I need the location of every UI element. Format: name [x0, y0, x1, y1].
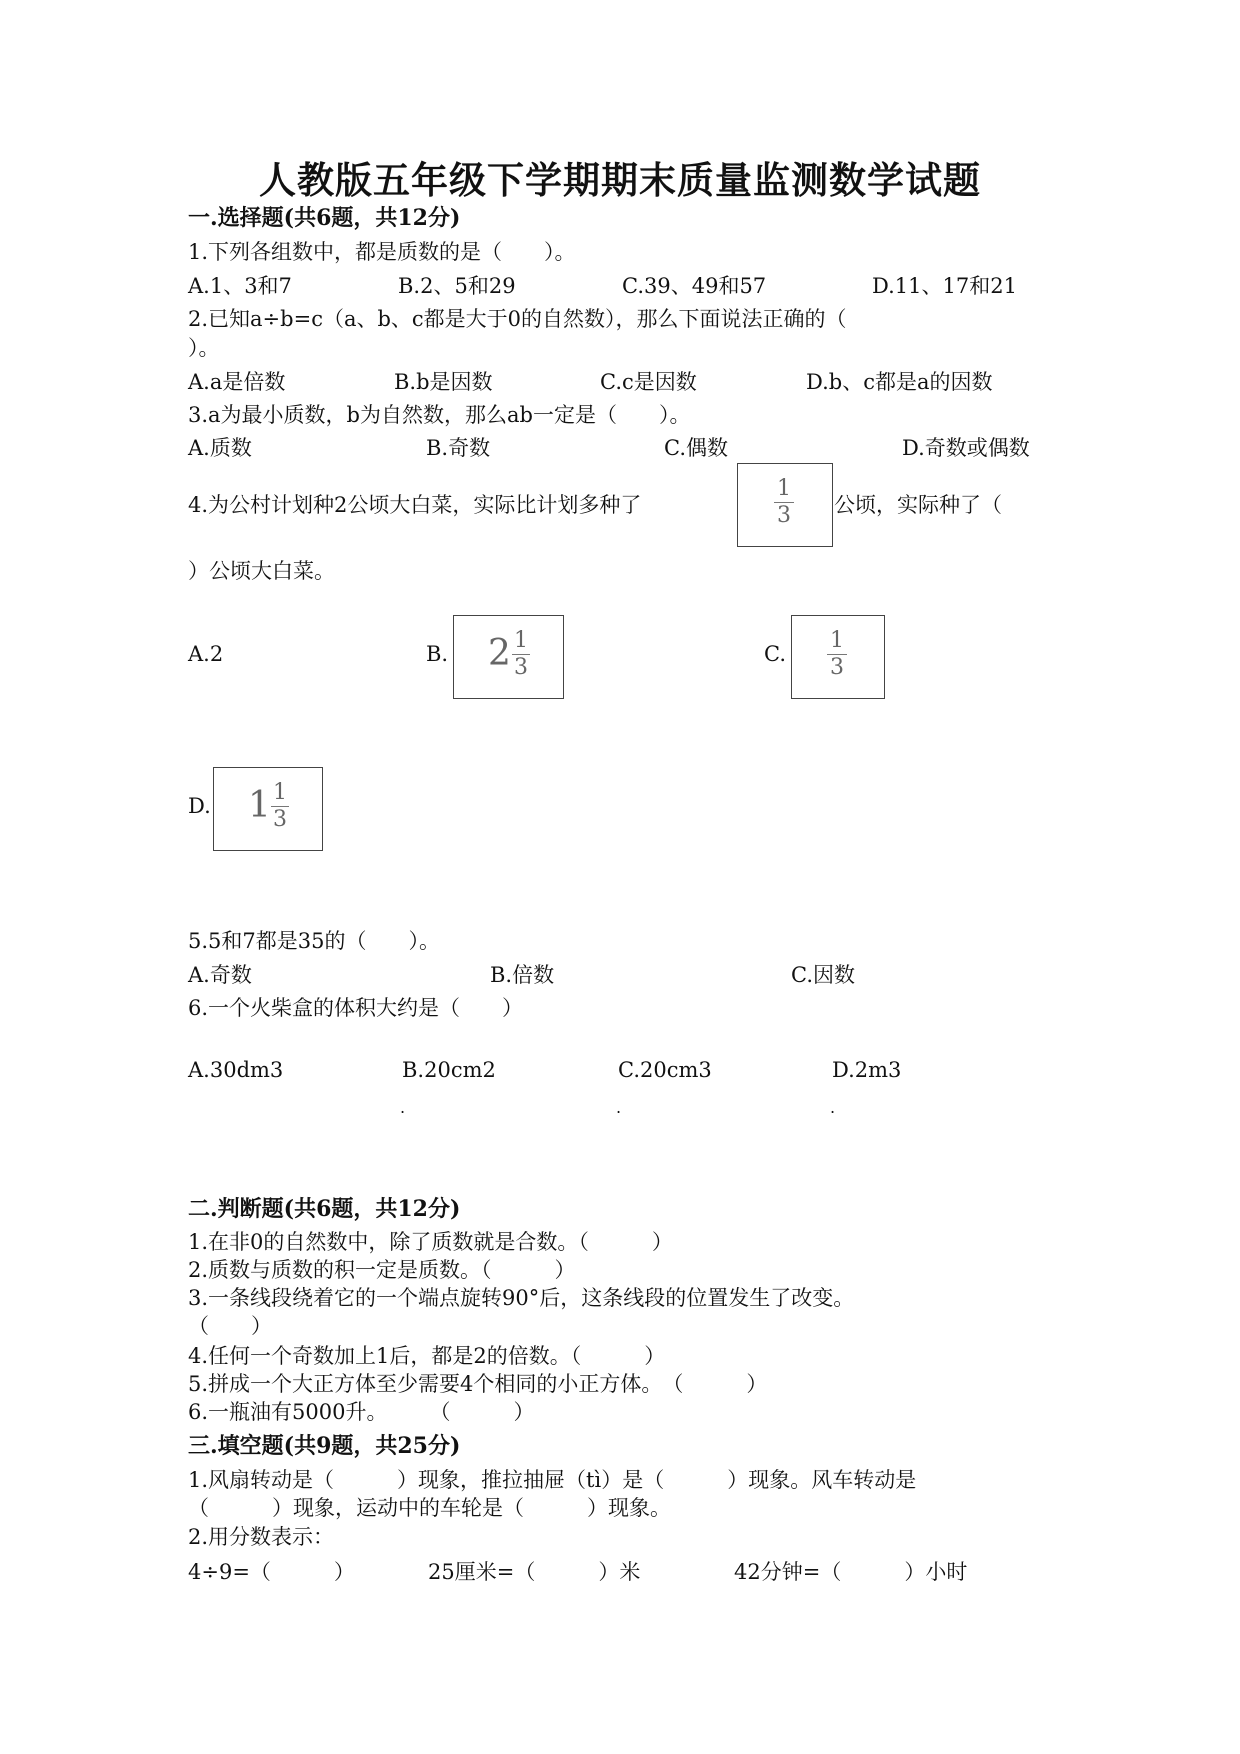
- question-2-line2: ）。: [188, 336, 220, 360]
- fill-q2-part-1: 4÷9=（ ）: [188, 1560, 355, 1584]
- judgement-item-4: 4.任何一个奇数加上1后，都是2的倍数。（ ）: [188, 1344, 666, 1368]
- q3-option-b: B.奇数: [426, 436, 491, 460]
- judgement-item-1: 1.在非0的自然数中，除了质数就是合数。（ ）: [188, 1230, 673, 1254]
- fill-question-1-line1: 1.风扇转动是（ ）现象，推拉抽屉（tì）是（ ）现象。风车转动是: [188, 1468, 917, 1492]
- judgement-item-2: 2.质数与质数的积一定是质数。（ ）: [188, 1258, 576, 1282]
- q5-option-b: B.倍数: [490, 963, 555, 987]
- q6-option-c: C.20cm3: [618, 1058, 712, 1082]
- q6-option-b: B.20cm2: [402, 1058, 496, 1082]
- q5-option-a: A.奇数: [188, 963, 252, 987]
- q4-option-b-whole: 2: [488, 633, 511, 674]
- fill-question-1-line2: （ ）现象，运动中的车轮是（ ）现象。: [188, 1496, 671, 1520]
- q4-option-d-image: [213, 767, 323, 851]
- judgement-item-3: 3.一条线段绕着它的一个端点旋转90°后，这条线段的位置发生了改变。: [188, 1286, 855, 1310]
- q1-option-c: C.39、49和57: [622, 274, 767, 298]
- q4-fraction-numerator: 1: [777, 476, 791, 501]
- q4-option-d-whole: 1: [248, 785, 271, 826]
- q4-option-d-label: D.: [188, 794, 211, 818]
- section-heading-choice: 一.选择题(共6题，共12分): [188, 205, 461, 231]
- question-1: 1.下列各组数中，都是质数的是（ ）。: [188, 240, 576, 264]
- q4-fraction-denominator: 3: [777, 503, 791, 528]
- fill-question-2: 2.用分数表示：: [188, 1525, 335, 1549]
- q4-option-b-image: [453, 615, 564, 699]
- q4-option-a: A.2: [188, 642, 224, 666]
- q4-option-c-image: [791, 615, 885, 699]
- q1-option-d: D.11、17和21: [872, 274, 1017, 298]
- q2-option-b: B.b是因数: [394, 370, 493, 394]
- question-6: 6.一个火柴盒的体积大约是（ ）: [188, 996, 524, 1020]
- question-5: 5.5和7都是35的（ ）。: [188, 929, 440, 953]
- q6-option-d: D.2m3: [832, 1058, 902, 1082]
- q3-option-d: D.奇数或偶数: [902, 436, 1030, 460]
- q4-option-b-label: B.: [426, 642, 449, 666]
- section-heading-judgement: 二.判断题(共6题，共12分): [188, 1196, 461, 1222]
- q3-option-c: C.偶数: [664, 436, 728, 460]
- q2-option-c: C.c是因数: [600, 370, 697, 394]
- judgement-item-6: 6.一瓶油有5000升。 （ ）: [188, 1400, 535, 1424]
- fill-q2-part-2: 25厘米=（ ）米: [428, 1560, 641, 1584]
- question-4-before: 4.为公村计划种2公顷大白菜，实际比计划多种了: [188, 493, 642, 517]
- q1-option-b: B.2、5和29: [398, 274, 516, 298]
- q3-option-a: A.质数: [188, 436, 252, 460]
- q6-dot-c: .: [616, 1098, 622, 1117]
- q4-option-b-denominator: 3: [514, 655, 528, 680]
- q4-option-d-denominator: 3: [273, 807, 287, 832]
- question-4-after: 公顷，实际种了（: [834, 493, 1002, 517]
- q5-option-c: C.因数: [791, 963, 855, 987]
- question-3: 3.a为最小质数，b为自然数，那么ab一定是（ ）。: [188, 403, 691, 427]
- q2-option-a: A.a是倍数: [188, 370, 286, 394]
- q6-dot-d: .: [830, 1098, 836, 1117]
- q4-fraction-image: [737, 463, 833, 547]
- q4-option-b-numerator: 1: [514, 628, 528, 653]
- q4-option-c-numerator: 1: [830, 628, 844, 653]
- q4-option-d-numerator: 1: [273, 780, 287, 805]
- q4-option-c-label: C.: [764, 642, 786, 666]
- q6-dot-b: .: [400, 1098, 406, 1117]
- page-title: 人教版五年级下学期期末质量监测数学试题: [259, 158, 981, 202]
- q1-option-a: A.1、3和7: [188, 274, 292, 298]
- question-2-line1: 2.已知a÷b=c（a、b、c都是大于0的自然数），那么下面说法正确的（: [188, 307, 847, 331]
- question-4-line2: ）公顷大白菜。: [188, 559, 335, 583]
- q4-option-c-denominator: 3: [830, 655, 844, 680]
- q6-option-a: A.30dm3: [188, 1058, 284, 1082]
- fill-q2-part-3: 42分钟=（ ）小时: [734, 1560, 968, 1584]
- q2-option-d: D.b、c都是a的因数: [806, 370, 993, 394]
- judgement-item-5: 5.拼成一个大正方体至少需要4个相同的小正方体。 （ ）: [188, 1372, 768, 1396]
- judgement-item-3-bracket: （ ）: [188, 1314, 272, 1338]
- section-heading-fill: 三.填空题(共9题，共25分): [188, 1433, 461, 1459]
